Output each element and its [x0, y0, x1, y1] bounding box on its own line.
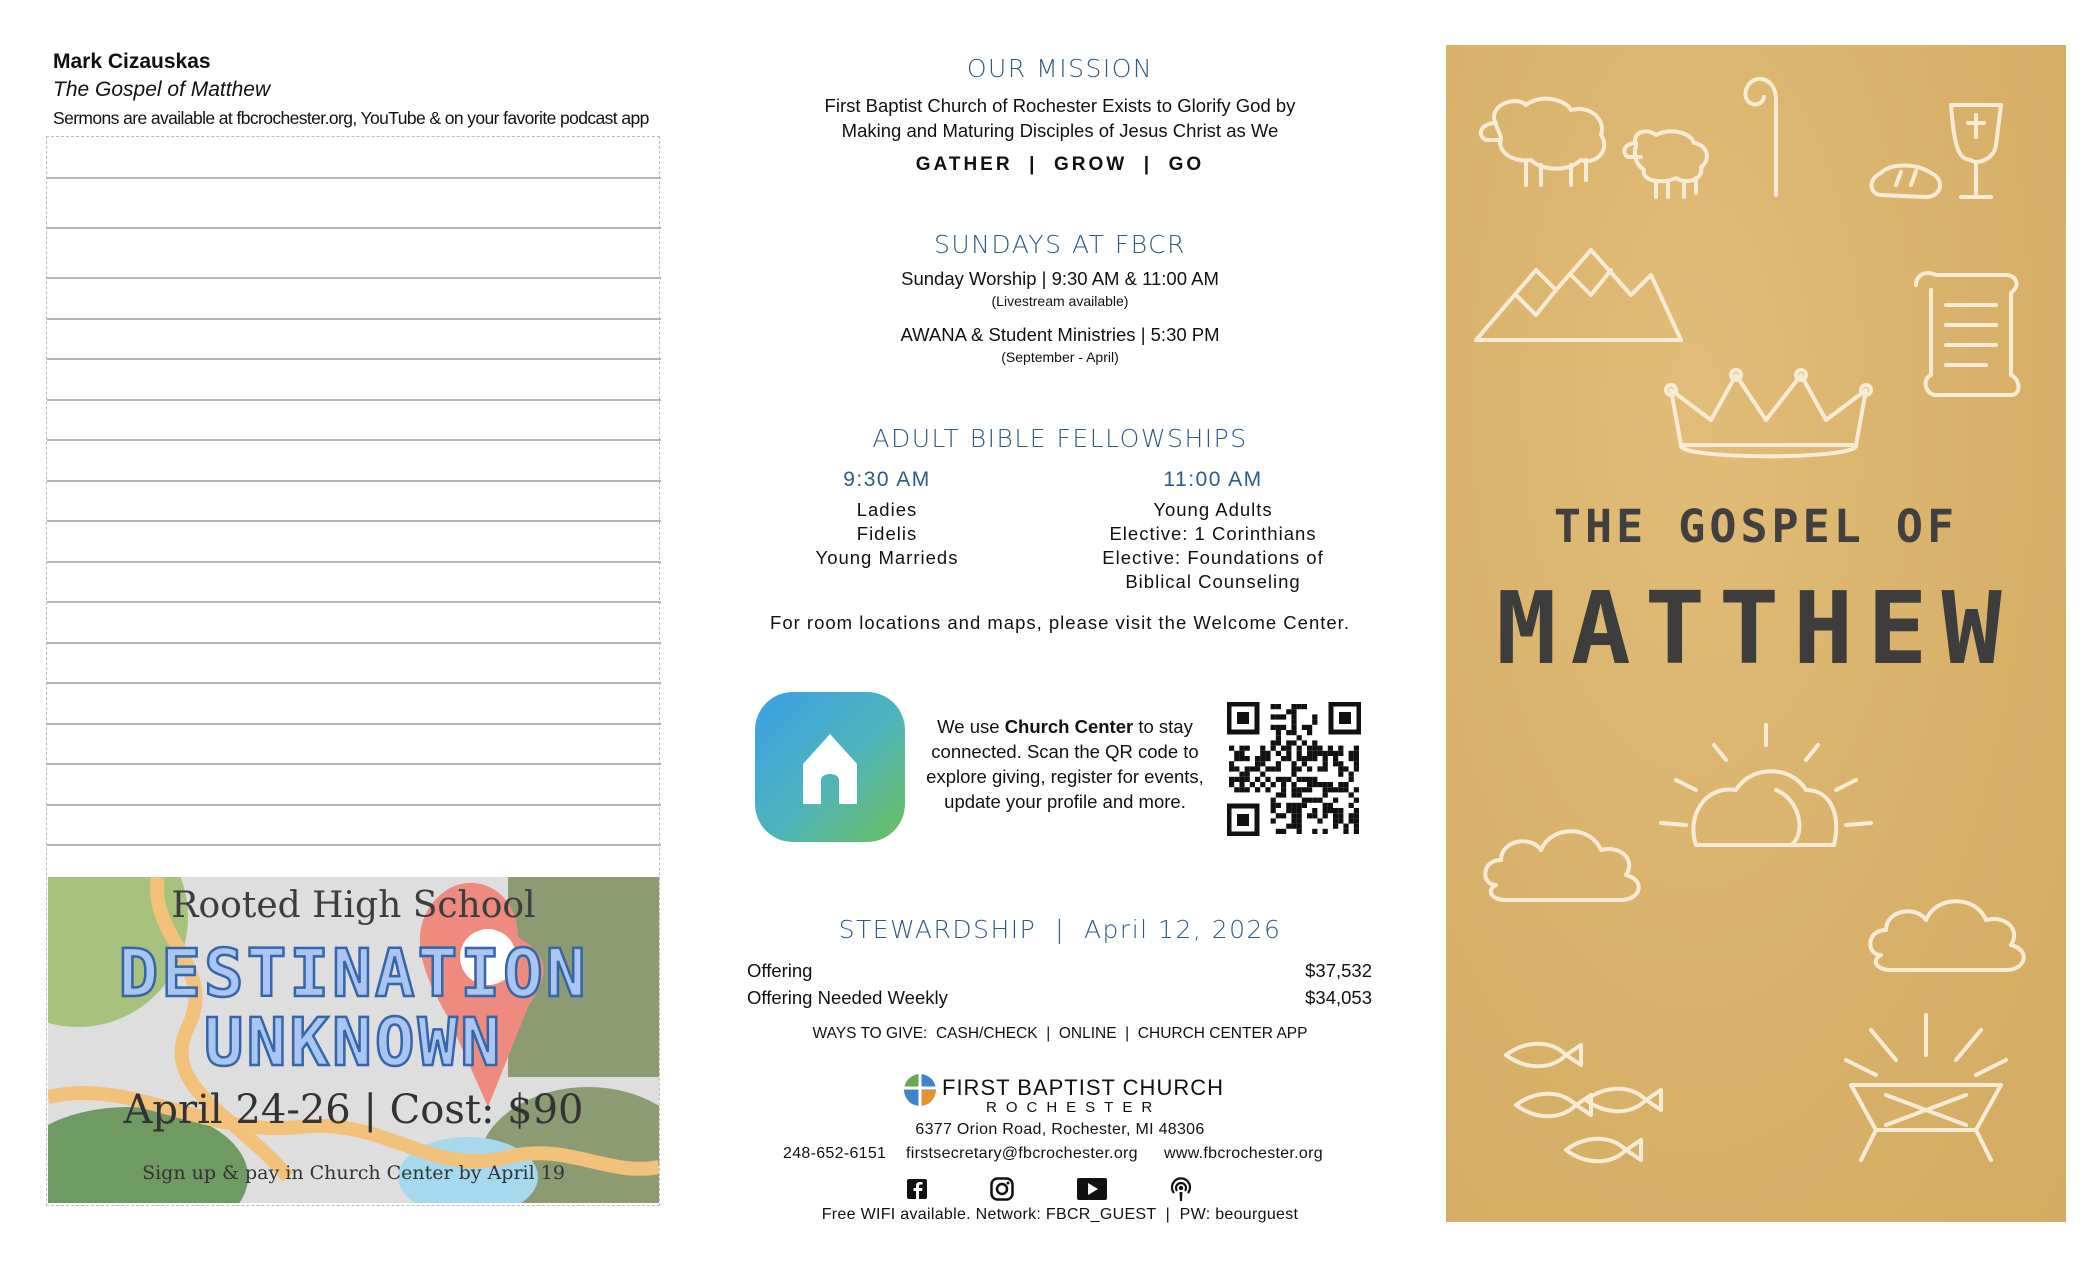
note-line — [47, 601, 661, 603]
awana-season-note: (September - April) — [1001, 349, 1119, 365]
manger-icon — [1846, 1015, 2006, 1160]
room-locations-note: For room locations and maps, please visit the Welcome Center. — [770, 612, 1350, 633]
abf-class: Ladies — [856, 499, 918, 520]
sundays-heading: SUNDAYS AT FBCR — [934, 230, 1186, 259]
church-center-app-icon[interactable] — [755, 692, 905, 842]
sermon-availability: Sermons are available at fbcrochester.org, YouTube & on your favorite podcast app — [53, 108, 649, 128]
cloud-icon — [1485, 831, 2023, 970]
crown-icon — [1666, 370, 1871, 456]
note-line — [47, 480, 661, 482]
note-line — [47, 723, 661, 725]
offering-value: $37,532 — [1305, 960, 1372, 981]
note-line — [47, 277, 661, 279]
scroll-icon — [1916, 273, 2019, 395]
abf-class: Fidelis — [856, 523, 918, 544]
sun-rising-icon — [1661, 725, 1871, 845]
sheep-icon — [1481, 99, 1707, 197]
mission-line: First Baptist Church of Rochester Exists to Glorify God by — [824, 95, 1296, 116]
cc-text-prefix: We use — [937, 716, 1005, 737]
offering-needed-row — [747, 987, 1372, 1009]
note-line — [47, 804, 661, 806]
fish-icon — [1506, 1044, 1661, 1162]
promo-title-line2: UNKNOWN — [203, 1004, 504, 1081]
church-name: FIRST BAPTIST CHURCH — [942, 1075, 1224, 1100]
abf-class: Biblical Counseling — [1125, 571, 1301, 592]
youtube-icon[interactable] — [1077, 1176, 1107, 1202]
abf-class: Elective: Foundations of — [1102, 547, 1324, 568]
mission-line: Making and Maturing Disciples of Jesus Christ as We — [841, 120, 1279, 141]
series-title: The Gospel of Matthew — [53, 78, 271, 101]
podcast-icon[interactable] — [1168, 1176, 1194, 1202]
promo-signup: Sign up & pay in Church Center by April 19 — [142, 1162, 565, 1184]
note-line — [47, 763, 661, 765]
cc-text-suffix: to stay — [1133, 716, 1193, 737]
abf-time: 11:00 AM — [1163, 468, 1263, 491]
qr-code[interactable] — [1227, 702, 1361, 836]
wifi-info: Free WIFI available. Network: FBCR_GUEST | PW: beourguest — [821, 1206, 1299, 1223]
cc-app-name: Church Center — [1004, 716, 1134, 737]
mountains-icon — [1476, 250, 1681, 340]
mission-statement — [740, 93, 1380, 143]
speaker-name: Mark Cizauskas — [53, 50, 211, 73]
cover-title-small: THE GOSPEL OF — [1553, 500, 1959, 553]
abf-class: Young Adults — [1153, 499, 1273, 520]
abf-heading: ADULT BIBLE FELLOWSHIPS — [872, 424, 1248, 453]
church-logo-icon — [903, 1073, 937, 1107]
communion-icon — [1872, 105, 2001, 197]
cover-title-large: MATTHEW — [1496, 570, 2016, 687]
abf-class: Elective: 1 Corinthians — [1109, 523, 1317, 544]
mission-heading: OUR MISSION — [966, 54, 1154, 83]
facebook-icon[interactable] — [904, 1176, 930, 1202]
promo-school-name: Rooted High School — [171, 885, 536, 926]
cc-line: explore giving, register for events, — [926, 766, 1204, 787]
offering-row — [747, 960, 1372, 982]
shepherd-staff-icon — [1745, 79, 1776, 195]
church-address: 6377 Orion Road, Rochester, MI 48306 — [915, 1121, 1205, 1138]
note-line — [47, 682, 661, 684]
note-line — [47, 844, 661, 846]
awana-times: AWANA & Student Ministries | 5:30 PM — [900, 324, 1220, 345]
note-line — [47, 227, 661, 229]
note-line — [47, 561, 661, 563]
note-line — [47, 318, 661, 320]
note-line — [47, 399, 661, 401]
mission-tagline: GATHER | GROW | GO — [915, 154, 1205, 175]
youth-event-promo — [48, 877, 659, 1203]
note-line — [47, 439, 661, 441]
ways-to-give: WAYS TO GIVE: CASH/CHECK | ONLINE | CHURCH CENTER APP — [812, 1025, 1308, 1042]
offering-needed-value: $34,053 — [1305, 987, 1372, 1008]
church-center-description — [915, 714, 1215, 814]
offering-label: Offering — [747, 960, 813, 981]
instagram-icon[interactable] — [989, 1176, 1015, 1202]
church-email[interactable]: firstsecretary@fbcrochester.org — [906, 1145, 1138, 1162]
cc-line: update your profile and more. — [944, 791, 1186, 812]
note-line — [47, 520, 661, 522]
note-line — [47, 177, 661, 179]
worship-times: Sunday Worship | 9:30 AM & 11:00 AM — [901, 268, 1219, 289]
stewardship-heading: STEWARDSHIP | April 12, 2026 — [838, 915, 1282, 944]
note-line — [47, 642, 661, 644]
promo-title-line1: DESTINATION — [118, 935, 589, 1012]
offering-needed-label: Offering Needed Weekly — [747, 987, 948, 1008]
abf-time: 9:30 AM — [843, 468, 931, 491]
home-icon — [755, 692, 905, 842]
abf-class: Young Marrieds — [815, 547, 959, 568]
abf-column-930 — [757, 468, 1017, 570]
cc-line — [915, 714, 1215, 739]
livestream-note: (Livestream available) — [991, 293, 1129, 309]
cc-line: connected. Scan the QR code to — [931, 741, 1199, 762]
abf-column-1100 — [1083, 468, 1343, 594]
church-phone: 248-652-6151 — [783, 1145, 887, 1162]
church-city: ROCHESTER — [986, 1099, 1162, 1116]
note-line — [47, 358, 661, 360]
church-website[interactable]: www.fbcrochester.org — [1164, 1145, 1323, 1162]
promo-dates-cost: April 24-26 | Cost: $90 — [123, 1087, 584, 1133]
